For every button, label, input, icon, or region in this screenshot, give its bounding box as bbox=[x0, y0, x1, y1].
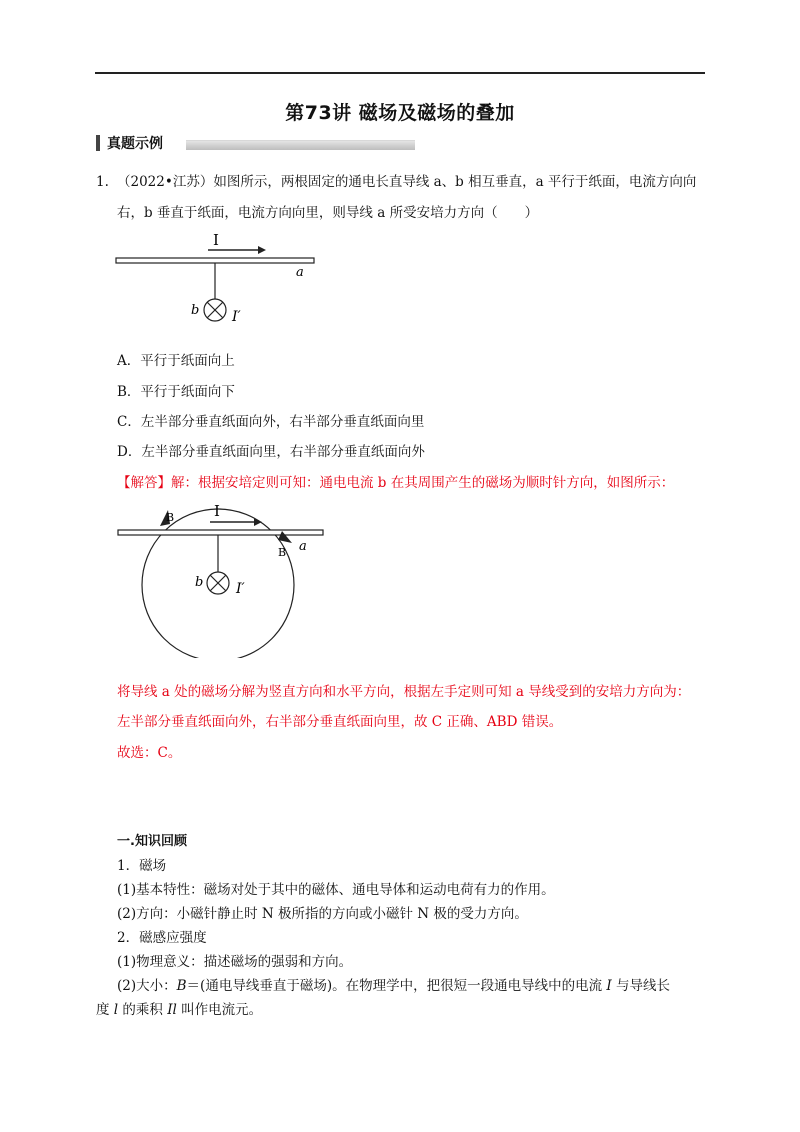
knowledge-item-2-3: 度 l 的乘积 Il 叫作电流元。 bbox=[96, 1002, 263, 1018]
current-arrowhead bbox=[254, 518, 262, 526]
wire-b-label: b bbox=[195, 575, 204, 590]
knowledge-item-2-1: (1)物理意义：描述磁场的强弱和方向。 bbox=[117, 954, 353, 970]
section-strip bbox=[186, 140, 415, 150]
question-line-2: 右，b 垂直于纸面，电流方向向里，则导线 a 所受安培力方向（ ） bbox=[117, 205, 539, 221]
current-arrowhead bbox=[258, 246, 266, 254]
answer-line-1: 将导线 a 处的磁场分解为竖直方向和水平方向，根据左手定则可知 a 导线受到的安培力方向为： bbox=[117, 684, 691, 700]
field-label-left: B bbox=[166, 511, 175, 524]
wire-b-label: b bbox=[191, 303, 200, 318]
wire-a bbox=[118, 530, 323, 535]
option-d: D．左半部分垂直纸面向里，右半部分垂直纸面向外 bbox=[117, 444, 425, 460]
knowledge-item-1: 1．磁场 bbox=[117, 858, 167, 874]
current-b-label: I′ bbox=[232, 309, 241, 325]
question-line-1: （2022•江苏）如图所示，两根固定的通电长直导线 a、b 相互垂直，a 平行于纸面，电流方向向 bbox=[117, 174, 697, 190]
current-label: I bbox=[213, 231, 219, 249]
wire-a-label: a bbox=[296, 265, 304, 280]
answer-tag: 【解答】 bbox=[117, 475, 171, 491]
knowledge-heading: 一.知识回顾 bbox=[117, 834, 187, 849]
knowledge-item-2: 2．磁感应强度 bbox=[117, 930, 207, 946]
figure-1 bbox=[110, 228, 330, 328]
current-b-label: I′ bbox=[236, 581, 245, 597]
option-b: B．平行于纸面向下 bbox=[117, 384, 235, 400]
section-marker bbox=[96, 135, 100, 151]
answer-line-2: 左半部分垂直纸面向外，右半部分垂直纸面向里，故 C 正确、ABD 错误。 bbox=[117, 714, 563, 730]
option-c: C．左半部分垂直纸面向外，右半部分垂直纸面向里 bbox=[117, 414, 425, 430]
current-label: I bbox=[214, 502, 220, 520]
field-label-right: B bbox=[278, 546, 287, 559]
option-a: A．平行于纸面向上 bbox=[117, 353, 235, 369]
page-title: 第73讲 磁场及磁场的叠加 bbox=[285, 102, 515, 124]
wire-a-label: a bbox=[299, 539, 307, 554]
knowledge-item-1-2: (2)方向：小磁针静止时 N 极所指的方向或小磁针 N 极的受力方向。 bbox=[117, 906, 528, 922]
answer-intro: 解：根据安培定则可知：通电电流 b 在其周围产生的磁场为顺时针方向，如图所示： bbox=[171, 475, 675, 491]
answer-intro-line bbox=[117, 471, 674, 491]
knowledge-item-2-2: (2)大小：B＝(通电导线垂直于磁场)。在物理学中，把很短一段通电导线中的电流 I 与导线长 bbox=[117, 978, 671, 994]
question-number: 1. bbox=[96, 174, 109, 190]
knowledge-item-1-1: (1)基本特性：磁场对处于其中的磁体、通电导体和运动电荷有力的作用。 bbox=[117, 882, 555, 898]
answer-choice: 故选：C。 bbox=[117, 745, 182, 761]
figure-2 bbox=[110, 498, 335, 658]
header-rule bbox=[95, 72, 705, 74]
wire-a bbox=[116, 258, 314, 263]
section-label: 真题示例 bbox=[107, 136, 163, 152]
